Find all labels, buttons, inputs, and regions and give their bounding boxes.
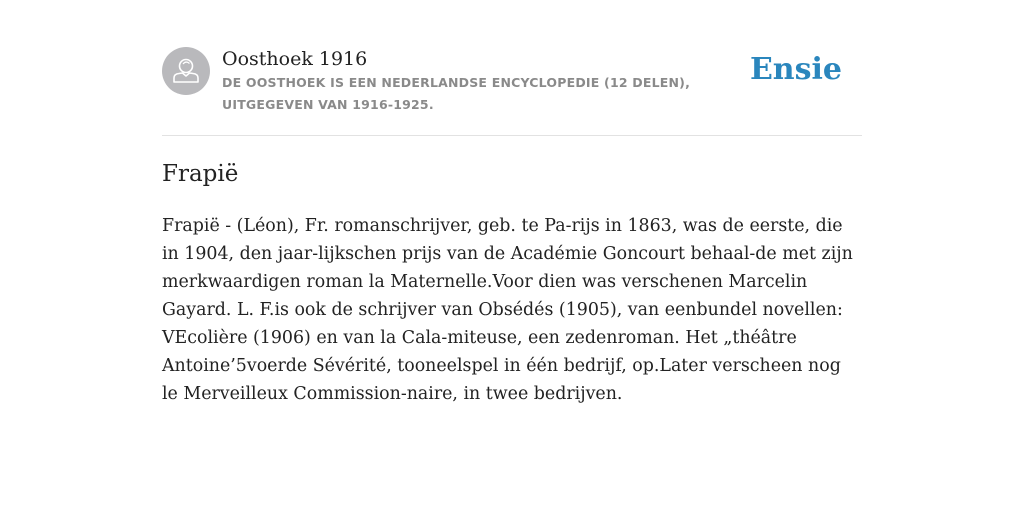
user-outline-icon — [162, 47, 210, 95]
avatar[interactable] — [162, 47, 210, 95]
entry-title: Frapië — [162, 161, 239, 187]
divider — [162, 135, 862, 136]
brand-logo[interactable]: Ensie — [749, 52, 842, 87]
entry-body: Frapië - (Léon), Fr. romanschrijver, geb. te Pa-rijs in 1863, was de eerste, die in 1904, den jaar-lijkschen prijs van de Académie Goncourt behaal-de met zijn merkwaardigen roman la Maternelle.Voor dien was verschenen Marcelin Gayard. L. F.is ook de schrijver van Obsédés (1905), van eenbundel novellen: VEcolière (1906) en van la Cala-miteuse, een zedenroman. Het „théâtre Antoine’5voerde Sévérité, tooneelspel in één bedrijf, op.Later verscheen nog le Merveilleux Commission-naire, in twee bedrijven. — [162, 216, 853, 404]
source-title[interactable]: Oosthoek 1916 — [222, 48, 368, 70]
source-description: DE OOSTHOEK IS EEN NEDERLANDSE ENCYCLOPEDIE (12 DELEN), UITGEGEVEN VAN 1916-1925. — [222, 75, 691, 112]
